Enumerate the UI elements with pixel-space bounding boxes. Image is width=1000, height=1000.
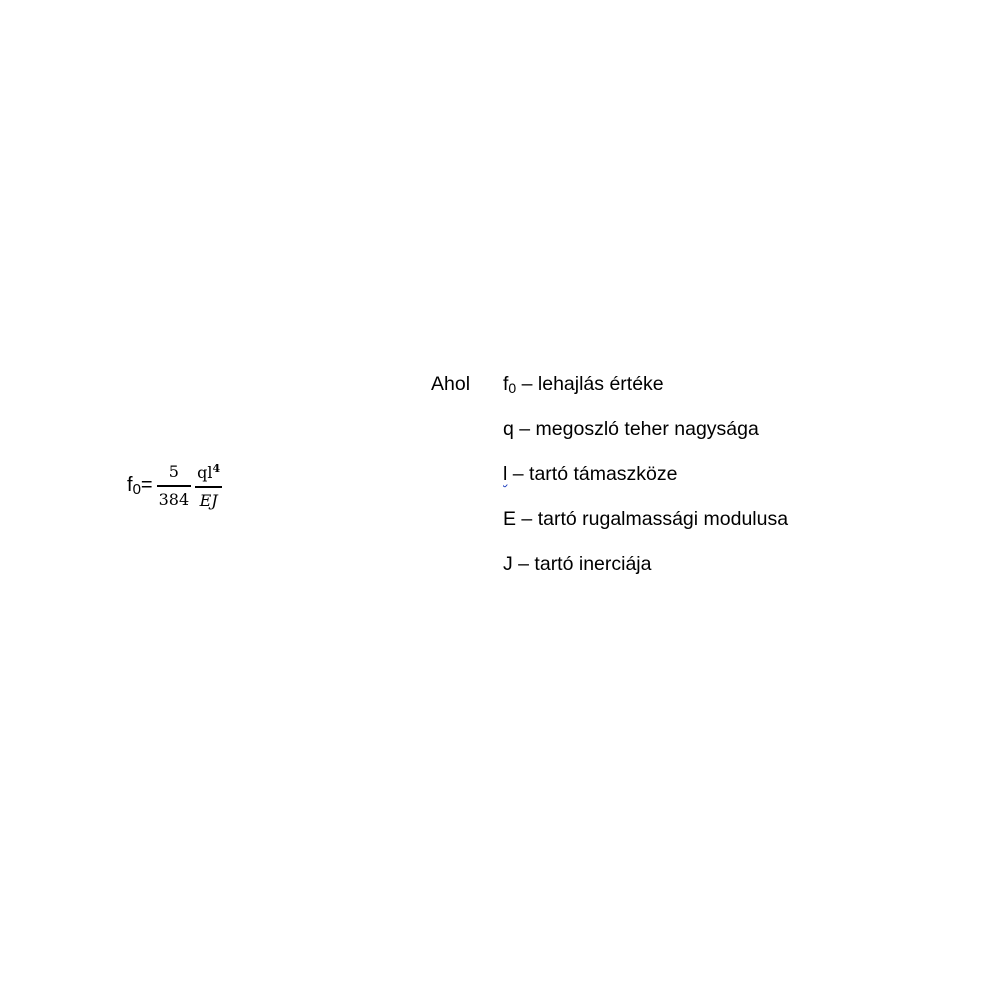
legend-symbol: q	[503, 418, 514, 440]
fraction-variables-denominator: EJ	[199, 490, 218, 510]
fraction-variables-numerator	[195, 463, 222, 486]
numerator-base: ql	[197, 463, 213, 483]
fraction-variables	[195, 463, 222, 509]
legend-symbol-spellcheck[interactable]: l	[503, 463, 508, 485]
fraction-constant-denominator: 384	[158, 489, 190, 509]
legend-row-l	[503, 460, 788, 505]
legend-symbol: J	[503, 553, 513, 575]
legend-description: – megoszló teher nagysága	[513, 418, 759, 440]
legend-symbol: f	[503, 373, 509, 395]
fraction-constant-numerator: 5	[168, 462, 179, 482]
legend-symbol: E	[503, 508, 517, 530]
legend-row-e	[503, 505, 788, 550]
formula-lhs	[127, 475, 153, 497]
legend-row-f0	[503, 370, 788, 415]
legend-list	[503, 370, 788, 595]
formula-lhs-base: f	[127, 474, 133, 496]
formula-equals: =	[140, 474, 153, 496]
legend-description: – tartó inerciája	[512, 553, 652, 575]
fraction-constant	[157, 464, 192, 508]
formula-lhs-subscript: 0	[132, 481, 141, 498]
legend-description: – tartó támaszköze	[507, 463, 678, 485]
legend-row-q	[503, 415, 788, 460]
numerator-exponent: 4	[212, 462, 221, 476]
legend-description: – lehajlás értéke	[516, 373, 664, 395]
legend-row-j	[503, 550, 788, 595]
legend-symbol-subscript: 0	[508, 380, 517, 396]
deflection-formula	[127, 456, 222, 516]
legend-heading: Ahol	[431, 373, 471, 395]
legend-description: – tartó rugalmassági modulusa	[516, 508, 789, 530]
